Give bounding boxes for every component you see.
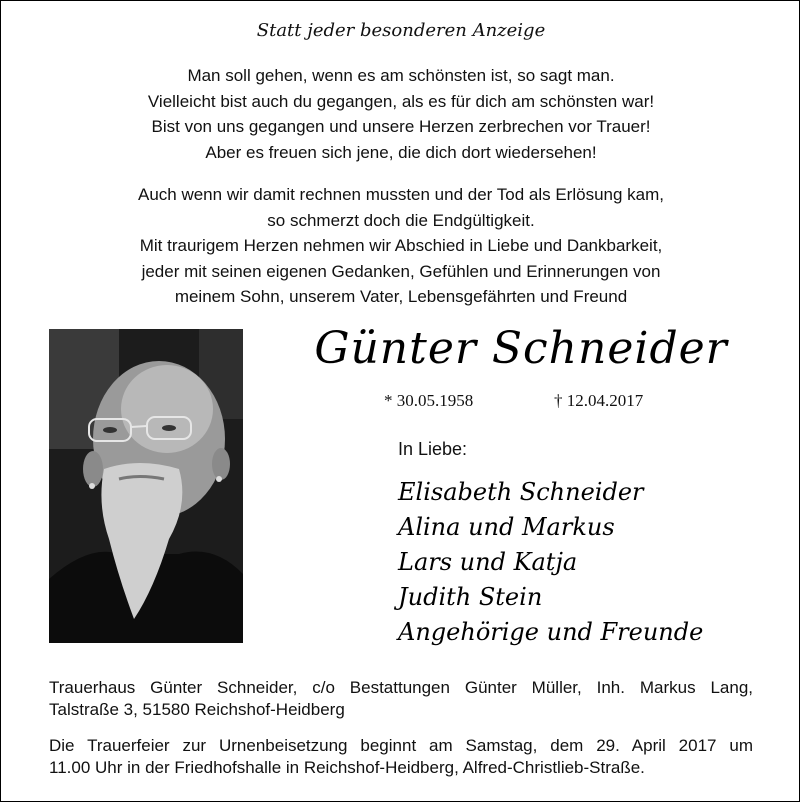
relative-name: Lars und Katja	[398, 548, 578, 576]
relatives-list	[398, 475, 703, 650]
deceased-name: Günter Schneider	[314, 323, 728, 374]
ceremony-line: 11.00 Uhr in der Friedhofshalle in Reichshof-Heidberg, Alfred-Christlieb-Straße.	[49, 758, 645, 777]
death-date: † 12.04.2017	[554, 391, 644, 410]
farewell-text	[1, 182, 800, 310]
poem-line: Vielleicht bist auch du gegangen, als es für dich am schönsten war!	[147, 91, 655, 111]
ceremony-info	[49, 735, 753, 779]
relative-name: Elisabeth Schneider	[398, 478, 644, 506]
relative-name: Alina und Markus	[398, 513, 615, 541]
portrait-photo	[49, 329, 243, 643]
relative-name: Judith Stein	[398, 583, 543, 611]
address-line: Talstraße 3, 51580 Reichshof-Heidberg	[49, 700, 345, 719]
birth-date: * 30.05.1958	[384, 391, 474, 410]
poem-line: Man soll gehen, wenn es am schönsten ist, so sagt man.	[187, 66, 615, 85]
farewell-line: so schmerzt doch die Endgültigkeit.	[267, 210, 535, 230]
in-love-label: In Liebe:	[398, 439, 468, 459]
poem	[1, 63, 800, 165]
farewell-line: jeder mit seinen eigenen Gedanken, Gefühlen und Erinnerungen von	[141, 261, 661, 281]
farewell-line: Auch wenn wir damit rechnen mussten und der Tod als Erlösung kam,	[137, 185, 664, 204]
portrait-illustration	[49, 329, 243, 643]
relative-name: Angehörige und Freunde	[398, 618, 704, 646]
mourning-house-address	[49, 677, 753, 721]
poem-line: Aber es freuen sich jene, die dich dort wiedersehen!	[205, 142, 597, 162]
ceremony-line: Die Trauerfeier zur Urnenbeisetzung beginnt am Samstag, dem 29. April 2017 um	[49, 736, 753, 755]
farewell-line: meinem Sohn, unserem Vater, Lebensgefährten und Freund	[174, 287, 628, 306]
poem-line: Bist von uns gegangen und unsere Herzen zerbrechen vor Trauer!	[151, 117, 651, 136]
address-line: Trauerhaus Günter Schneider, c/o Bestattungen Günter Müller, Inh. Markus Lang,	[49, 678, 753, 697]
farewell-line: Mit traurigem Herzen nehmen wir Abschied in Liebe und Dankbarkeit,	[139, 236, 663, 255]
headline: Statt jeder besonderen Anzeige	[256, 20, 546, 41]
